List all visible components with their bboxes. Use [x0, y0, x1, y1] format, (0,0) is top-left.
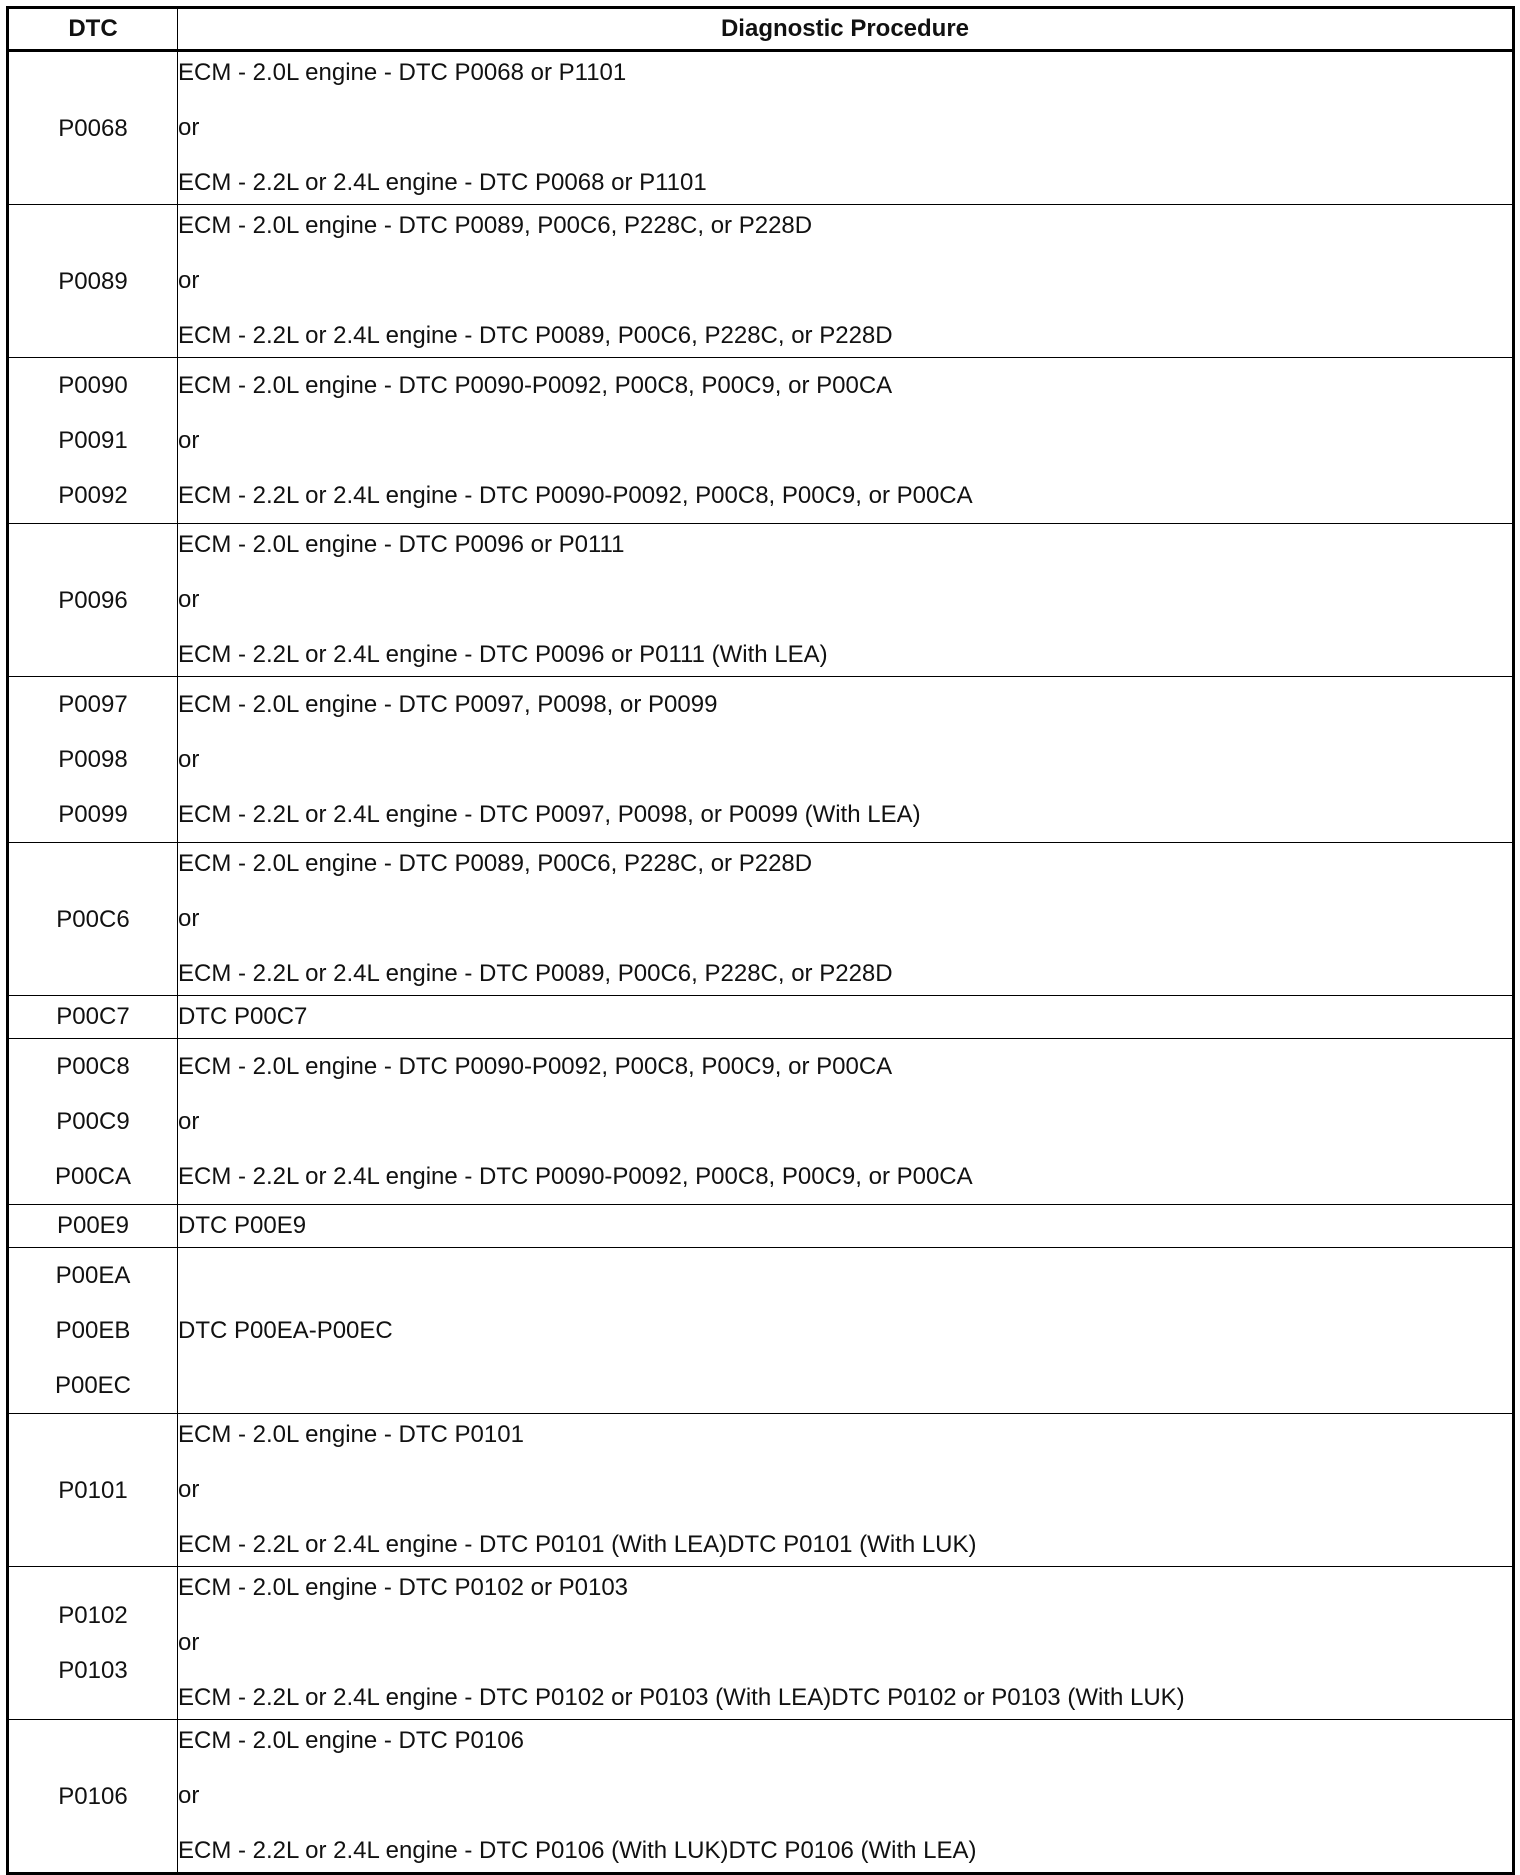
- procedure-link[interactable]: ECM - 2.2L or 2.4L engine - DTC P0102 or P0103 (With LEA)DTC P0102 or P0103 (With LUK): [178, 1684, 1185, 1711]
- procedure-separator: or: [178, 1629, 200, 1656]
- procedure-link[interactable]: ECM - 2.0L engine - DTC P0106: [178, 1727, 524, 1754]
- procedure-link[interactable]: ECM - 2.2L or 2.4L engine - DTC P0089, P00C6, P228C, or P228D: [178, 322, 893, 349]
- procedure-link[interactable]: DTC P00C7: [178, 1003, 308, 1030]
- dtc-code-cell: [8, 51, 178, 205]
- procedure-cell: [178, 1567, 1514, 1720]
- procedure-cell: [178, 1414, 1514, 1567]
- procedure-link[interactable]: ECM - 2.2L or 2.4L engine - DTC P0101 (With LEA)DTC P0101 (With LUK): [178, 1531, 977, 1558]
- table-row: [8, 1248, 1514, 1414]
- procedure-separator: or: [178, 1782, 200, 1809]
- procedure-link[interactable]: ECM - 2.0L engine - DTC P0090-P0092, P00C8, P00C9, or P00CA: [178, 1052, 893, 1080]
- procedure-link[interactable]: ECM - 2.2L or 2.4L engine - DTC P0090-P0092, P00C8, P00C9, or P00CA: [178, 481, 973, 509]
- procedure-cell: [178, 358, 1514, 524]
- procedure-separator: or: [178, 426, 200, 454]
- dtc-code: P00CA: [54, 1163, 132, 1190]
- procedure-link[interactable]: ECM - 2.2L or 2.4L engine - DTC P0106 (With LUK)DTC P0106 (With LEA): [178, 1837, 977, 1864]
- dtc-code: P00EB: [55, 1317, 131, 1344]
- procedure-separator: or: [178, 114, 200, 141]
- dtc-code: P00C9: [56, 1108, 130, 1135]
- dtc-code: P00E9: [56, 1212, 130, 1239]
- procedure-separator: or: [178, 267, 200, 294]
- table-row: [8, 358, 1514, 524]
- dtc-code-cell: [8, 1205, 178, 1248]
- dtc-code-cell: [8, 524, 178, 677]
- dtc-code: P0106: [58, 1782, 128, 1810]
- table-body: [8, 51, 1514, 1874]
- dtc-code: P00C8: [56, 1053, 130, 1080]
- dtc-code: P0096: [58, 586, 128, 614]
- dtc-code-cell: [8, 1248, 178, 1414]
- table-row: [8, 677, 1514, 843]
- procedure-link[interactable]: ECM - 2.0L engine - DTC P0068 or P1101: [178, 59, 627, 86]
- dtc-code: P00C7: [56, 1003, 130, 1030]
- dtc-procedure-table: [6, 6, 1515, 1875]
- procedure-link[interactable]: ECM - 2.2L or 2.4L engine - DTC P0089, P00C6, P228C, or P228D: [178, 960, 893, 987]
- procedure-separator: or: [178, 1107, 200, 1135]
- procedure-separator: or: [178, 905, 200, 932]
- table-header-row: [8, 8, 1514, 51]
- table-row: [8, 1414, 1514, 1567]
- table-row: [8, 205, 1514, 358]
- dtc-code-cell: [8, 358, 178, 524]
- procedure-cell: [178, 996, 1514, 1039]
- dtc-code: P0089: [58, 267, 128, 295]
- dtc-code: P0068: [58, 114, 128, 142]
- procedure-link[interactable]: ECM - 2.0L engine - DTC P0102 or P0103: [178, 1574, 629, 1601]
- dtc-code: P0102: [58, 1602, 128, 1629]
- dtc-code: P0091: [58, 427, 128, 454]
- procedure-link[interactable]: DTC P00EA-P00EC: [178, 1316, 393, 1344]
- table-row: [8, 1567, 1514, 1720]
- procedure-cell: [178, 1205, 1514, 1248]
- procedure-cell: [178, 1248, 1514, 1414]
- dtc-code: P0090: [58, 372, 128, 399]
- dtc-code: P0103: [58, 1657, 128, 1684]
- table-row: [8, 1205, 1514, 1248]
- procedure-link[interactable]: ECM - 2.2L or 2.4L engine - DTC P0090-P0092, P00C8, P00C9, or P00CA: [178, 1162, 973, 1190]
- procedure-cell: [178, 1720, 1514, 1874]
- table-row: [8, 1039, 1514, 1205]
- procedure-link[interactable]: DTC P00E9: [178, 1212, 307, 1239]
- dtc-code: P0101: [58, 1476, 128, 1504]
- dtc-code-cell: [8, 205, 178, 358]
- procedure-column-header: Diagnostic Procedure: [178, 8, 1514, 51]
- table-row: [8, 1720, 1514, 1874]
- dtc-code: P0099: [58, 801, 128, 828]
- procedure-link[interactable]: ECM - 2.2L or 2.4L engine - DTC P0068 or P1101: [178, 169, 707, 196]
- procedure-link[interactable]: ECM - 2.0L engine - DTC P0090-P0092, P00C8, P00C9, or P00CA: [178, 371, 893, 399]
- dtc-code-cell: [8, 1414, 178, 1567]
- dtc-column-header: DTC: [8, 8, 178, 51]
- dtc-code: P00EA: [55, 1262, 131, 1289]
- procedure-separator: or: [178, 586, 200, 613]
- procedure-cell: [178, 205, 1514, 358]
- table-row: [8, 51, 1514, 205]
- dtc-code: P0092: [58, 482, 128, 509]
- procedure-cell: [178, 1039, 1514, 1205]
- dtc-code-cell: [8, 677, 178, 843]
- dtc-code: P00EC: [54, 1372, 132, 1399]
- dtc-code-cell: [8, 843, 178, 996]
- procedure-cell: [178, 843, 1514, 996]
- dtc-code-cell: [8, 1720, 178, 1874]
- procedure-link[interactable]: ECM - 2.0L engine - DTC P0101: [178, 1421, 524, 1448]
- procedure-link[interactable]: ECM - 2.2L or 2.4L engine - DTC P0097, P0098, or P0099 (With LEA): [178, 800, 921, 828]
- procedure-link[interactable]: ECM - 2.0L engine - DTC P0089, P00C6, P228C, or P228D: [178, 212, 813, 239]
- procedure-link[interactable]: ECM - 2.0L engine - DTC P0096 or P0111: [178, 531, 625, 558]
- procedure-link[interactable]: ECM - 2.2L or 2.4L engine - DTC P0096 or P0111 (With LEA): [178, 641, 828, 668]
- procedure-cell: [178, 524, 1514, 677]
- dtc-code-cell: [8, 1567, 178, 1720]
- table-row: [8, 524, 1514, 677]
- dtc-code: P0097: [58, 691, 128, 718]
- procedure-cell: [178, 51, 1514, 205]
- procedure-separator: or: [178, 745, 200, 773]
- procedure-link[interactable]: ECM - 2.0L engine - DTC P0097, P0098, or P0099: [178, 690, 718, 718]
- procedure-separator: or: [178, 1476, 200, 1503]
- dtc-code: P00C6: [56, 905, 130, 933]
- table-row: [8, 996, 1514, 1039]
- dtc-code: P0098: [58, 746, 128, 773]
- procedure-cell: [178, 677, 1514, 843]
- procedure-link[interactable]: ECM - 2.0L engine - DTC P0089, P00C6, P228C, or P228D: [178, 850, 813, 877]
- table-row: [8, 843, 1514, 996]
- dtc-code-cell: [8, 996, 178, 1039]
- dtc-code-cell: [8, 1039, 178, 1205]
